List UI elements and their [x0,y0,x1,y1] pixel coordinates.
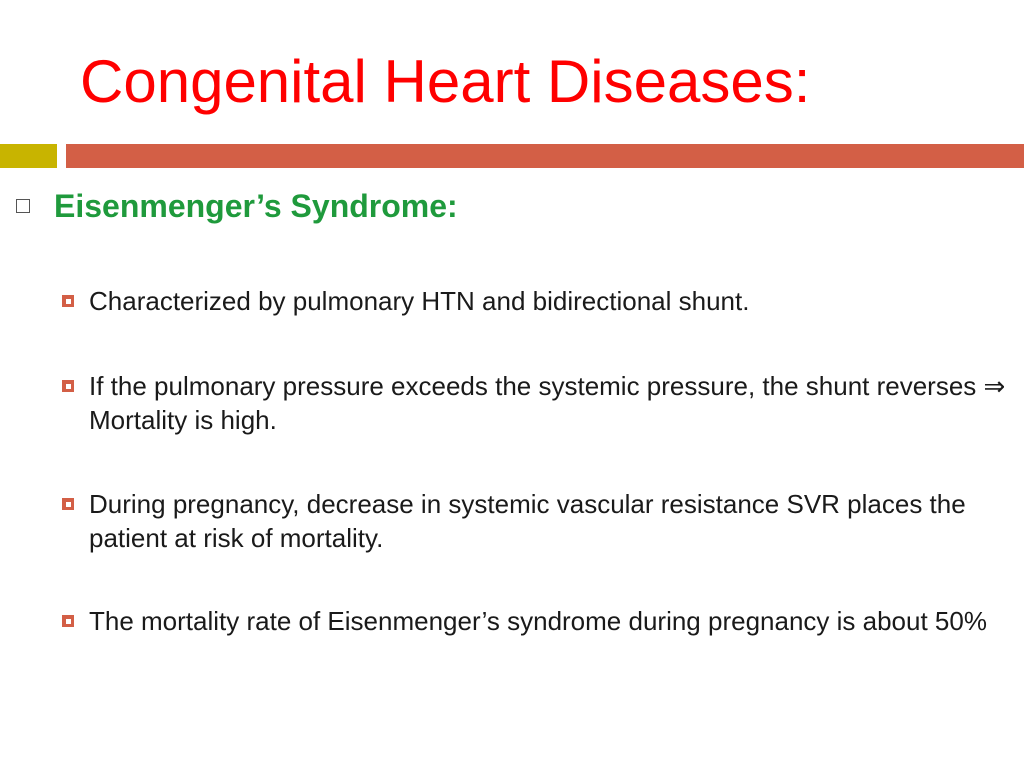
square-bullet-icon [62,295,74,307]
hollow-square-icon [16,199,30,213]
square-bullet-icon [62,498,74,510]
bullet-text: The mortality rate of Eisenmenger’s syndrome during pregnancy is about 50% [89,606,987,636]
bullet-item [62,604,1012,638]
bullet-text: Characterized by pulmonary HTN and bidirectional shunt. [89,286,750,316]
slide-title: Congenital Heart Diseases: [80,48,811,115]
section-heading [14,184,458,228]
bullet-item [62,369,1012,437]
square-bullet-icon [62,380,74,392]
bullet-text: During pregnancy, decrease in systemic vascular resistance SVR places the patient at risk of mortality. [89,489,966,553]
accent-bar-right [66,144,1024,168]
bullet-item [62,284,1012,318]
bullet-item [62,487,1012,555]
bullet-text: If the pulmonary pressure exceeds the systemic pressure, the shunt reverses ⇒ Mortality is high. [89,371,1006,435]
section-heading-text: Eisenmenger’s Syndrome: [54,188,458,224]
square-bullet-icon [62,615,74,627]
accent-bar-left [0,144,57,168]
